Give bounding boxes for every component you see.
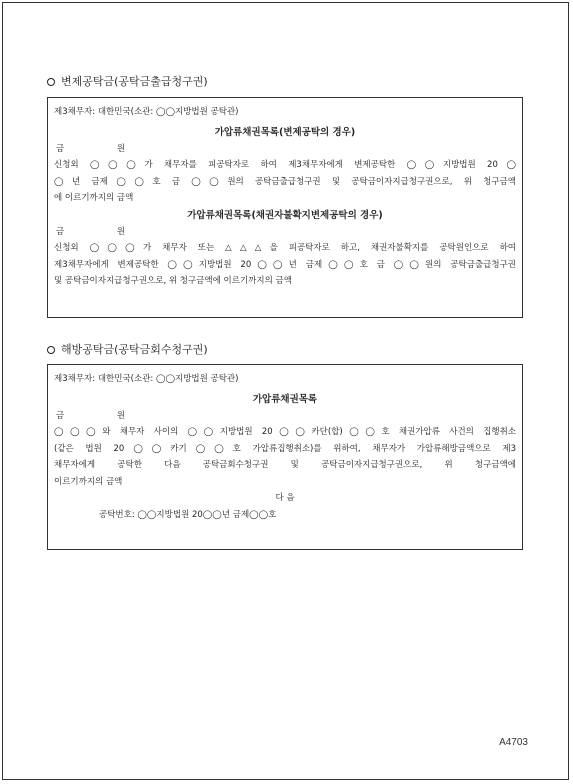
body-line: 에 이르기까지의 금액 bbox=[54, 193, 134, 203]
section-heading-repayment bbox=[47, 75, 208, 89]
bullet-circle-icon bbox=[47, 346, 55, 354]
next-label: 다 음 bbox=[275, 493, 295, 503]
body-line: 및 공탁금이자지급청구권으로, 위 청구금액에 이르기까지의 금액 bbox=[54, 276, 292, 286]
body-line: 신청외 ◯◯◯가 채무자를 피공탁자로 하여 제3채무자에게 변제공탁한 ◯◯지방법원 20◯ bbox=[54, 160, 516, 170]
block-title: 가압류채권목록 bbox=[252, 393, 318, 405]
section-heading-release bbox=[47, 343, 208, 357]
amount-label: 금 원 bbox=[56, 226, 151, 237]
amount-label: 금 원 bbox=[56, 410, 151, 421]
body-line: 제3채무자에게 변제공탁한 ◯◯지방법원 20◯◯년 금제◯◯호 금 ◯◯원의 공탁금출급청구권 bbox=[54, 259, 516, 270]
body-line: 채무자에게 공탁한 다음 공탁금회수청구권 및 공탁금이자지급청구권으로, 위 청구금액에 bbox=[54, 460, 516, 470]
body-line: 신청외 ◯◯◯가 채무자 또는 △△△을 피공탁자로 하고, 채권자불확지를 공탁원인으로 하여 bbox=[54, 243, 516, 253]
release-box bbox=[47, 364, 523, 550]
body-line: (같은 법원 20◯◯카기◯◯호 가압류집행취소)를 위하여, 채무자가 가압류해방금액으로 제3 bbox=[54, 443, 516, 454]
amount-label: 금 원 bbox=[56, 143, 151, 154]
block-title: 가압류채권목록(채권자불확지변제공탁의 경우) bbox=[187, 209, 383, 221]
third-debtor-line: 제3채무자: 대한민국(소관: ◯◯지방법원 공탁관) bbox=[54, 107, 239, 117]
third-debtor-line: 제3채무자: 대한민국(소관: ◯◯지방법원 공탁관) bbox=[54, 374, 239, 384]
body-line: ◯년 금제◯◯호 금 ◯◯원의 공탁금출급청구권 및 공탁금이자지급청구권으로, 위 청구금액 bbox=[54, 176, 516, 187]
section-heading-text: 변제공탁금(공탁금출급청구권) bbox=[61, 75, 208, 88]
block-title: 가압류채권목록(변제공탁의 경우) bbox=[214, 126, 356, 138]
bullet-circle-icon bbox=[47, 78, 55, 86]
body-line: ◯◯◯와 채무자 사이의 ◯◯지방법원 20◯◯카단(합)◯◯호 채권가압류 사건의 집행취소 bbox=[54, 427, 516, 437]
form-code: A4703 bbox=[499, 737, 528, 748]
deposit-number: 공탁번호: ◯◯지방법원 20◯◯년 금제◯◯호 bbox=[99, 509, 277, 520]
section-heading-text: 해방공탁금(공탁금회수청구권) bbox=[61, 343, 208, 356]
body-line: 이르기까지의 금액 bbox=[54, 476, 123, 487]
repayment-box bbox=[47, 97, 523, 318]
